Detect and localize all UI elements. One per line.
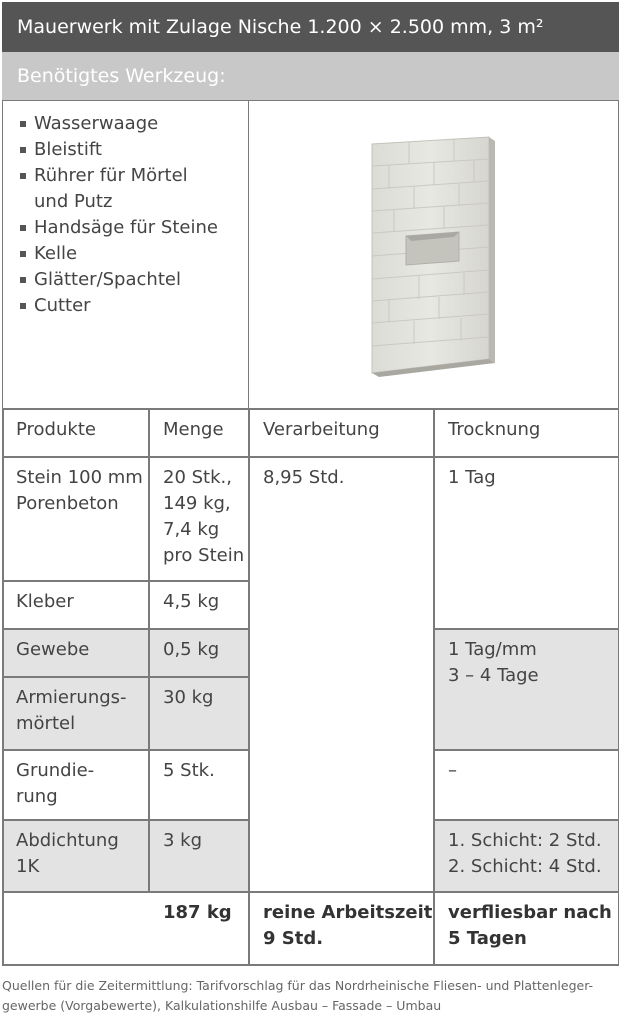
tool-item: Glätter/Spachtel <box>19 267 248 293</box>
tool-item: Handsäge für Steine <box>19 215 248 241</box>
tool-item: Rührer für Mörtel <box>19 163 248 189</box>
drying-time-4 <box>434 820 619 892</box>
tool-item: Cutter <box>19 293 248 319</box>
source-note-line: Quellen für die Zeitermittlung: Tarifvorschlag für das Nordrheinische Fliesen- und Plattenleger- <box>2 978 594 993</box>
divider <box>2 964 619 966</box>
tools-header: Benötigtes Werkzeug: <box>2 52 619 101</box>
divider <box>148 408 150 892</box>
drying-time-3: – <box>448 760 457 781</box>
cell-line: Porenbeton <box>16 493 119 514</box>
cell-line: mörtel <box>16 713 76 734</box>
column-header-products: Produkte <box>16 419 96 440</box>
column-header-drying: Trocknung <box>448 419 541 440</box>
cell-line: Stein 100 mm <box>16 467 143 488</box>
divider <box>434 749 619 751</box>
card-title: Mauerwerk mit Zulage Nische 1.200 × 2.500 mm, 3 m² <box>2 2 619 52</box>
table-row-amount: 5 Stk. <box>163 760 215 781</box>
source-note <box>2 976 619 1016</box>
divider <box>433 408 435 966</box>
cell-line: pro Stein <box>163 545 245 566</box>
divider <box>434 628 619 630</box>
tools-list-cell <box>2 101 249 409</box>
info-card <box>2 2 619 965</box>
tool-item: Kelle <box>19 241 248 267</box>
source-note-line: gewerbe (Vorgabewerte), Kalkulationshilfe Ausbau – Fassade – Umbau <box>2 998 442 1013</box>
cell-line: Armierungs- <box>16 687 127 708</box>
total-amount: 187 kg <box>163 902 232 923</box>
divider <box>2 628 249 630</box>
cell-line: 7,4 kg <box>163 519 220 540</box>
cell-line: 20 Stk., <box>163 467 232 488</box>
divider <box>2 749 249 751</box>
cell-line: Grundie- <box>16 760 95 781</box>
table-row-product: Kleber <box>16 591 74 612</box>
table-row-amount: 0,5 kg <box>149 629 249 677</box>
drying-time-2 <box>434 629 619 750</box>
tools-list <box>3 101 248 319</box>
divider <box>2 580 249 582</box>
cell-line: 5 Tagen <box>448 928 527 949</box>
table-row-amount: 3 kg <box>149 820 249 892</box>
cell-line: 2. Schicht: 4 Std. <box>448 856 602 877</box>
column-header-processing: Verarbeitung <box>263 419 380 440</box>
cell-line: 1K <box>16 856 40 877</box>
table-row-product <box>2 750 149 820</box>
table-row-product <box>2 677 149 750</box>
total-processing <box>249 892 434 965</box>
cell-line: reine Arbeitszeit <box>263 902 433 923</box>
divider <box>2 676 249 678</box>
drying-time-1: 1 Tag <box>448 467 496 488</box>
divider <box>434 819 619 821</box>
cell-line: 149 kg, <box>163 493 231 514</box>
cell-line: 9 Std. <box>263 928 324 949</box>
wall-image-cell <box>249 101 619 409</box>
total-drying <box>434 892 619 965</box>
table-row-product <box>2 457 149 581</box>
cell-line: 1 Tag/mm <box>448 639 537 660</box>
cell-line: verfliesbar nach <box>448 902 612 923</box>
divider <box>618 408 620 966</box>
cell-line: 3 – 4 Tage <box>448 665 539 686</box>
cell-line: Abdichtung <box>16 830 119 851</box>
divider <box>2 819 249 821</box>
divider <box>2 408 4 966</box>
table-row-product: Gewebe <box>2 629 149 677</box>
tool-item-continued: und Putz <box>34 191 113 212</box>
cell-line: 1. Schicht: 2 Std. <box>448 830 602 851</box>
table-row-amount: 30 kg <box>149 677 249 750</box>
table-row-amount <box>149 457 249 581</box>
divider <box>248 408 250 966</box>
processing-time: 8,95 Std. <box>263 467 345 488</box>
divider <box>2 891 619 893</box>
cell-line: rung <box>16 786 58 807</box>
divider <box>2 456 619 458</box>
tool-item: Wasserwaage <box>19 111 248 137</box>
tool-item: Bleistift <box>19 137 248 163</box>
wall-niche-image <box>249 101 619 409</box>
divider <box>2 408 619 410</box>
column-header-amount: Menge <box>163 419 224 440</box>
table-row-amount: 4,5 kg <box>163 591 220 612</box>
table-row-product <box>2 820 149 892</box>
